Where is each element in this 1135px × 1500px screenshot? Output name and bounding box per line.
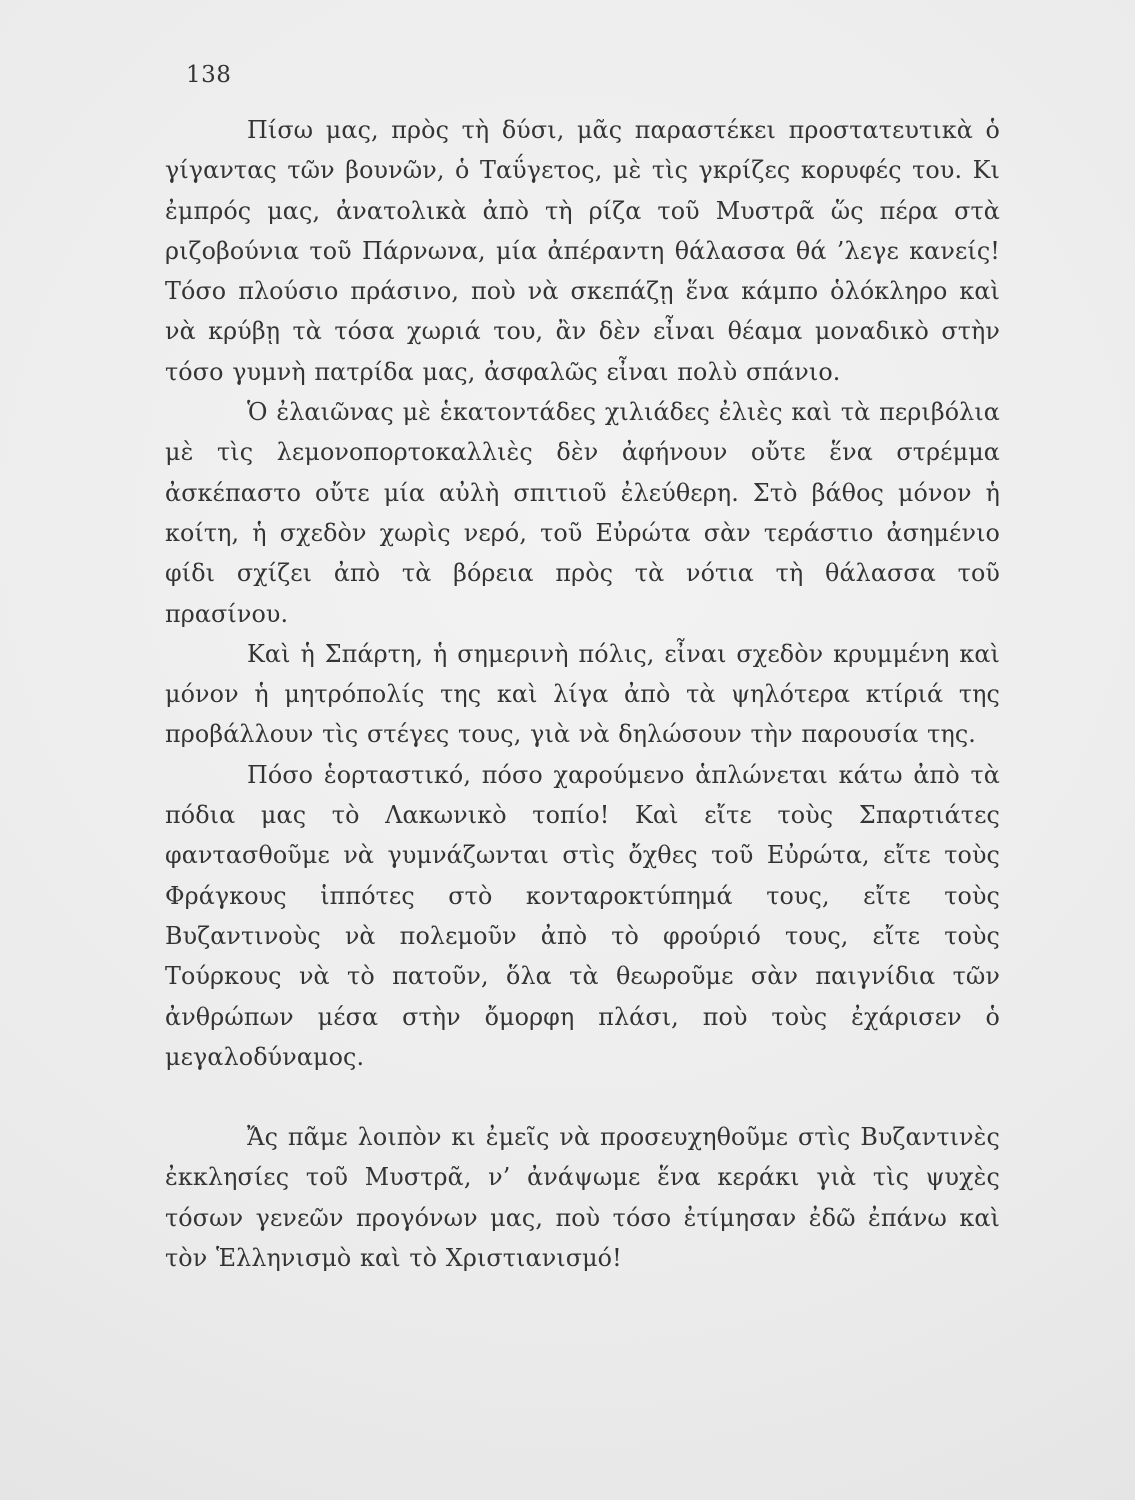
paragraph-byzantine-churches: Ἄς πᾶμε λοιπὸν κι ἐμεῖς νὰ προσευχηθοῦμε στὶς Βυζαντινὲς ἐκκλησίες τοῦ Μυστρᾶ, ν’ ἀνάψωμε ἕνα κεράκι γιὰ τὶς ψυχὲς τόσων γενεῶν προγόνων μας, ποὺ τόσο ἐτίμησαν ἐδῶ ἐπάνω καὶ τὸν Ἑλληνισμὸ καὶ τὸ Χριστιανισμό! [165, 1123, 1000, 1273]
page-number: 138 [186, 62, 232, 88]
paragraph-olive-grove: Ὁ ἐλαιῶνας μὲ ἑκατοντάδες χιλιάδες ἐλιὲς καὶ τὰ περιβόλια μὲ τὶς λεμονοπορτοκαλλιὲς δὲν ἀφήνουν οὔτε ἕνα στρέμμα ἀσκέπαστο οὔτε μία αὐλὴ σπιτιοῦ ἐλεύθερη. Στὸ βάθος μόνον ἡ κοίτη, ἡ σχεδὸν χωρὶς νερό, τοῦ Εὐρώτα σὰν τεράστιο ἀσημένιο φίδι σχίζει ἀπὸ τὰ βόρεια πρὸς τὰ νότια τὴ θάλασσα τοῦ πρασίνου. [165, 398, 1000, 628]
page-text [165, 110, 1000, 1430]
paragraph-taygetos-view: Πίσω μας, πρὸς τὴ δύσι, μᾶς παραστέκει προστατευτικὰ ὁ γίγαντας τῶν βουνῶν, ὁ Ταΰγετος, μὲ τὶς γκρίζες κορυφές του. Κι ἐμπρός μας, ἀνατολικὰ ἀπὸ τὴ ρίζα τοῦ Μυστρᾶ ὥς πέρα στὰ ριζοβούνια τοῦ Πάρνωνα, μία ἀπέραντη θάλασσα θά ’λεγε κανείς! Τόσο πλούσιο πράσινο, ποὺ νὰ σκεπάζῃ ἕνα κάμπο ὁλόκληρο καὶ νὰ κρύβῃ τὰ τόσα χωριά του, ἂν δὲν εἶναι θέαμα μοναδικὸ στὴν τόσο γυμνὴ πατρίδα μας, ἀσφαλῶς εἶναι πολὺ σπάνιο. [165, 116, 1000, 386]
paragraph-laconian-landscape: Πόσο ἑορταστικό, πόσο χαρούμενο ἁπλώνεται κάτω ἀπὸ τὰ πόδια μας τὸ Λακωνικὸ τοπίο! Καὶ εἴτε τοὺς Σπαρτιάτες φαντασθοῦμε νὰ γυμνάζωνται στὶς ὄχθες τοῦ Εὐρώτα, εἴτε τοὺς Φράγκους ἱππότες στὸ κονταροκτύπημά τους, εἴτε τοὺς Βυζαντινοὺς νὰ πολεμοῦν ἀπὸ τὸ φρούριό τους, εἴτε τοὺς Τούρκους νὰ τὸ πατοῦν, ὅλα τὰ θεωροῦμε σὰν παιγνίδια τῶν ἀνθρώπων μέσα στὴν ὄμορφη πλάσι, ποὺ τοὺς ἐχάρισεν ὁ μεγαλοδύναμος. [165, 760, 1000, 1071]
paragraph-sparta-city: Καὶ ἡ Σπάρτη, ἡ σημερινὴ πόλις, εἶναι σχεδὸν κρυμμένη καὶ μόνον ἡ μητρόπολίς της καὶ λίγα ἀπὸ τὰ ψηλότερα κτίριά της προβάλλουν τὶς στέγες τους, γιὰ νὰ δηλώσουν τὴν παρουσία της. [165, 639, 1000, 749]
